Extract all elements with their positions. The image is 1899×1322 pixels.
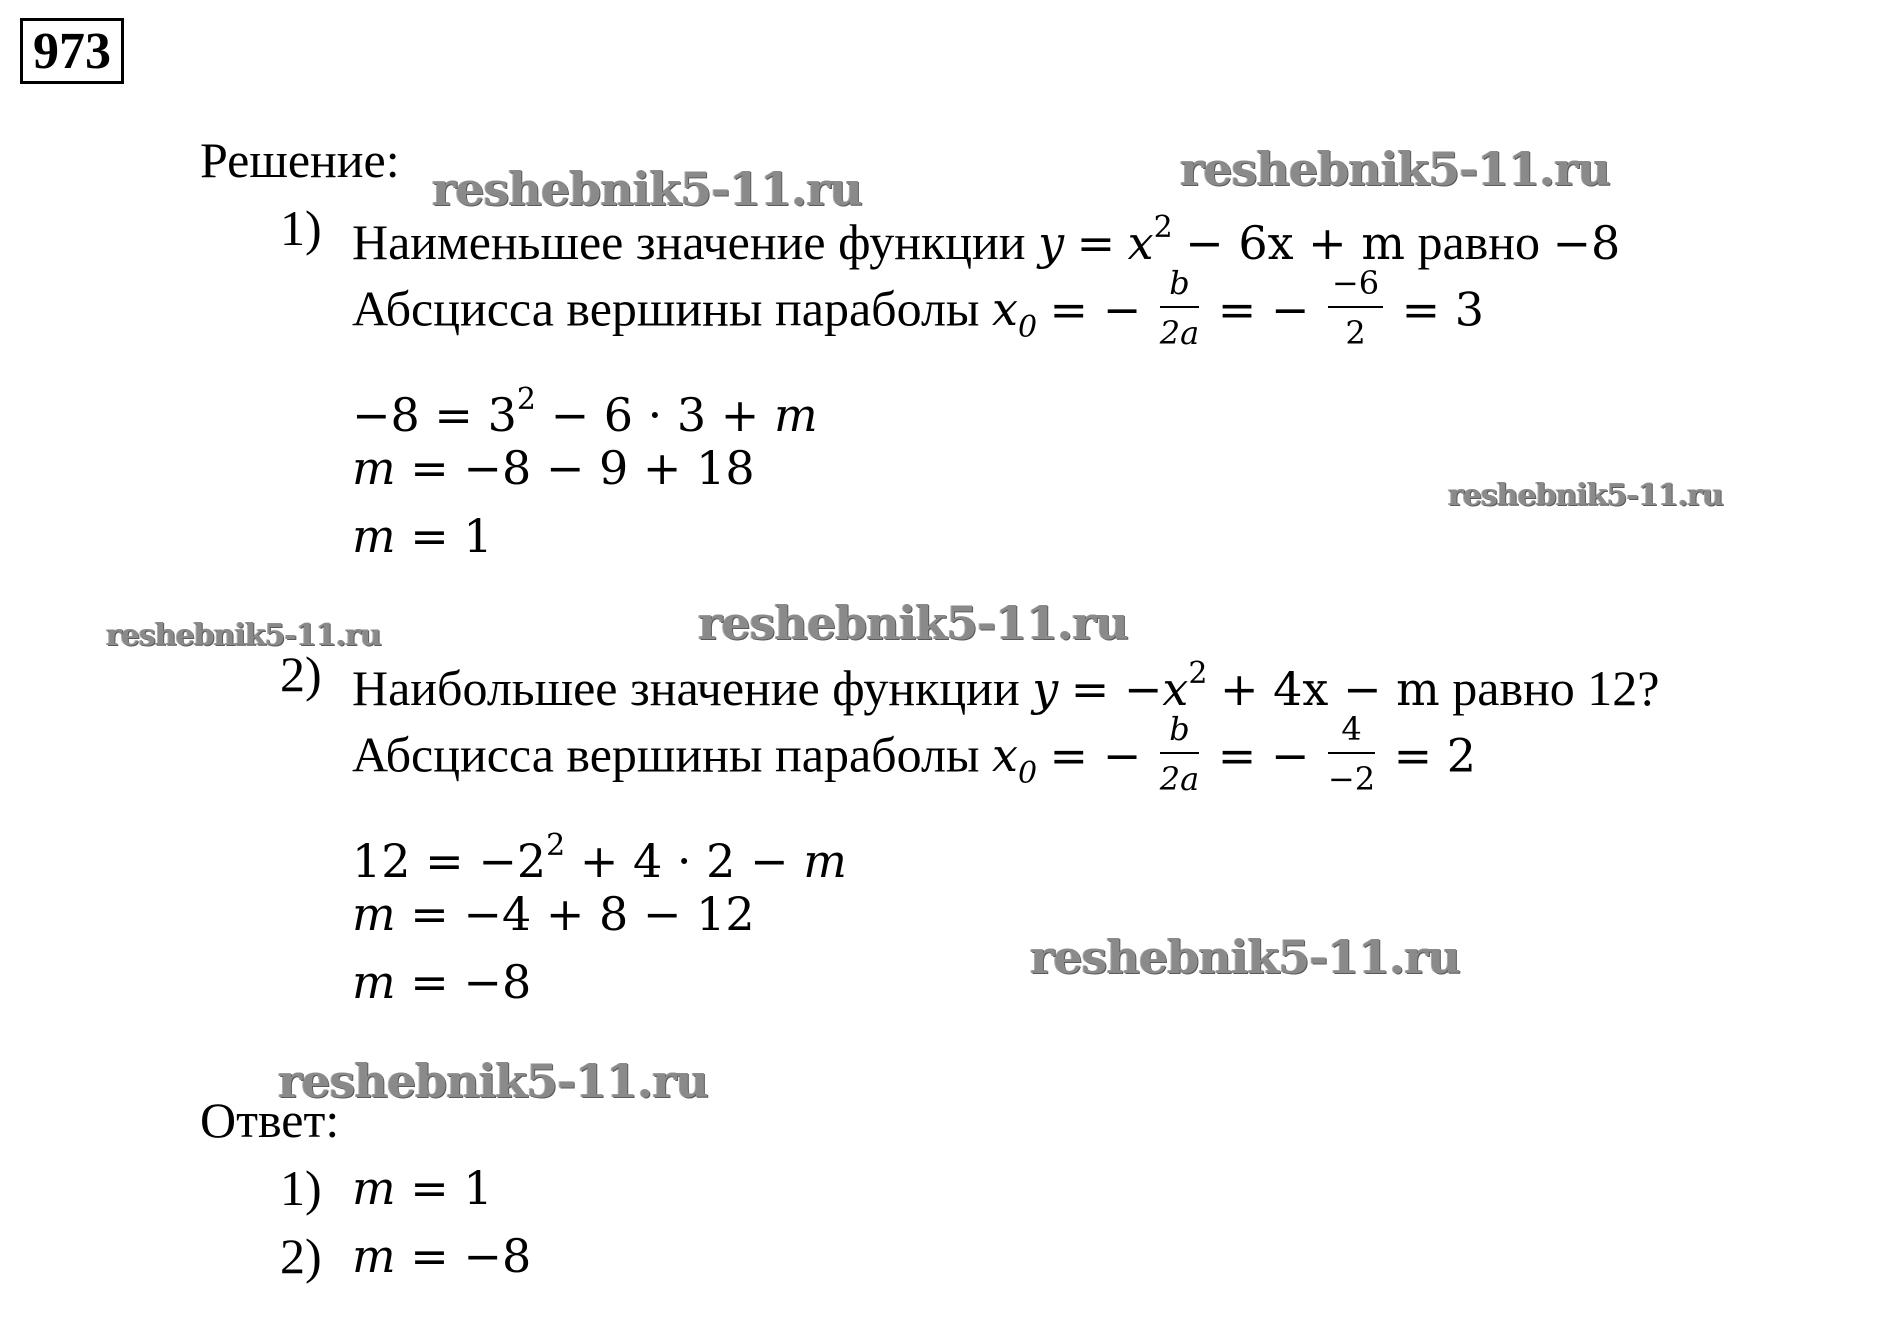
part2-func-rest: + 4x − m: [1219, 662, 1440, 716]
part2-statement: [352, 646, 1660, 717]
part2-func-y: y: [1032, 662, 1059, 716]
part1-func-x: x: [1127, 216, 1154, 270]
part2-statement-tail: равно 12?: [1452, 660, 1660, 716]
part2-vertex-text: Абсцисса вершины параболы: [352, 726, 980, 783]
part1-vertex-text: Абсцисса вершины параболы: [352, 280, 980, 337]
watermark: reshebnik5-11.ru: [278, 1054, 708, 1108]
part1-vertex-line: [352, 264, 1485, 358]
part2-eq-minus-2: = −: [1217, 728, 1310, 783]
part2-statement-text: Наибольшее значение функции: [352, 660, 1020, 716]
part2-x0: $x_0$: [992, 728, 1038, 792]
part2-frac1-denominator: 2a: [1159, 760, 1200, 798]
solution-heading: Решение:: [200, 132, 400, 188]
part1-func-rest: − 6x + m: [1185, 216, 1405, 270]
answer2-number: 2): [280, 1228, 322, 1284]
part1-frac-values: [1328, 264, 1383, 352]
watermark: reshebnik5-11.ru: [1448, 478, 1723, 513]
part2-func-eq: = −: [1070, 662, 1163, 716]
part2-eq1: $12 = -2^2 + 4 \cdot 2 - m$: [352, 828, 847, 888]
answer2-value: m = −8: [352, 1229, 532, 1283]
part1-func-exp: 2: [1153, 210, 1173, 245]
part1-func-y: y: [1038, 216, 1065, 270]
part1-eq-minus-1: = −: [1049, 282, 1142, 337]
part1-frac-general: [1160, 264, 1199, 352]
part2-func-exp: 2: [1188, 656, 1208, 691]
watermark: reshebnik5-11.ru: [1180, 142, 1610, 196]
part2-eq2: m = −4 + 8 − 12: [352, 887, 755, 941]
part1-eq2: m = −8 − 9 + 18: [352, 441, 755, 495]
part2-eq-minus-1: = −: [1049, 728, 1142, 783]
problem-number-box: [20, 18, 124, 84]
part2-frac1-numerator: b: [1160, 710, 1199, 754]
part1-vertex-result: = 3: [1401, 282, 1485, 337]
part1-statement-text: Наименьшее значение функции: [352, 214, 1026, 270]
part2-frac2-numerator: 4: [1328, 710, 1375, 754]
answer-heading: Ответ:: [200, 1092, 340, 1148]
part2-number: 2): [280, 646, 322, 702]
watermark: reshebnik5-11.ru: [1030, 930, 1460, 984]
part2-frac-general: [1160, 710, 1199, 798]
part2-frac2-denominator: −2: [1327, 760, 1376, 798]
watermark: reshebnik5-11.ru: [698, 596, 1128, 650]
part1-eq-minus-2: = −: [1217, 282, 1310, 337]
part1-x0: $x_0$: [992, 282, 1038, 346]
part1-eq3: m = 1: [352, 509, 493, 563]
part1-eq1: $-8 = 3^2 - 6 \cdot 3 + m$: [352, 382, 818, 442]
answer1-value: m = 1: [352, 1161, 493, 1215]
watermark: reshebnik5-11.ru: [432, 162, 862, 216]
answer1-number: 1): [280, 1160, 322, 1216]
part2-func-x: x: [1162, 662, 1189, 716]
part2-vertex-result: = 2: [1393, 728, 1477, 783]
problem-number: 973: [33, 23, 111, 80]
part2-vertex-line: [352, 710, 1477, 804]
part1-number: 1): [280, 200, 322, 256]
part1-frac2-numerator: −6: [1328, 264, 1383, 308]
part2-eq3: m = −8: [352, 955, 532, 1009]
part1-func-eq: =: [1076, 216, 1116, 270]
part1-statement-tail: равно: [1417, 214, 1540, 270]
part2-frac-values: [1328, 710, 1375, 798]
part1-frac2-denominator: 2: [1345, 314, 1366, 352]
watermark: reshebnik5-11.ru: [106, 618, 381, 653]
part1-frac1-numerator: b: [1160, 264, 1199, 308]
part1-frac1-denominator: 2a: [1159, 314, 1200, 352]
part1-statement-value: −8: [1552, 216, 1621, 270]
